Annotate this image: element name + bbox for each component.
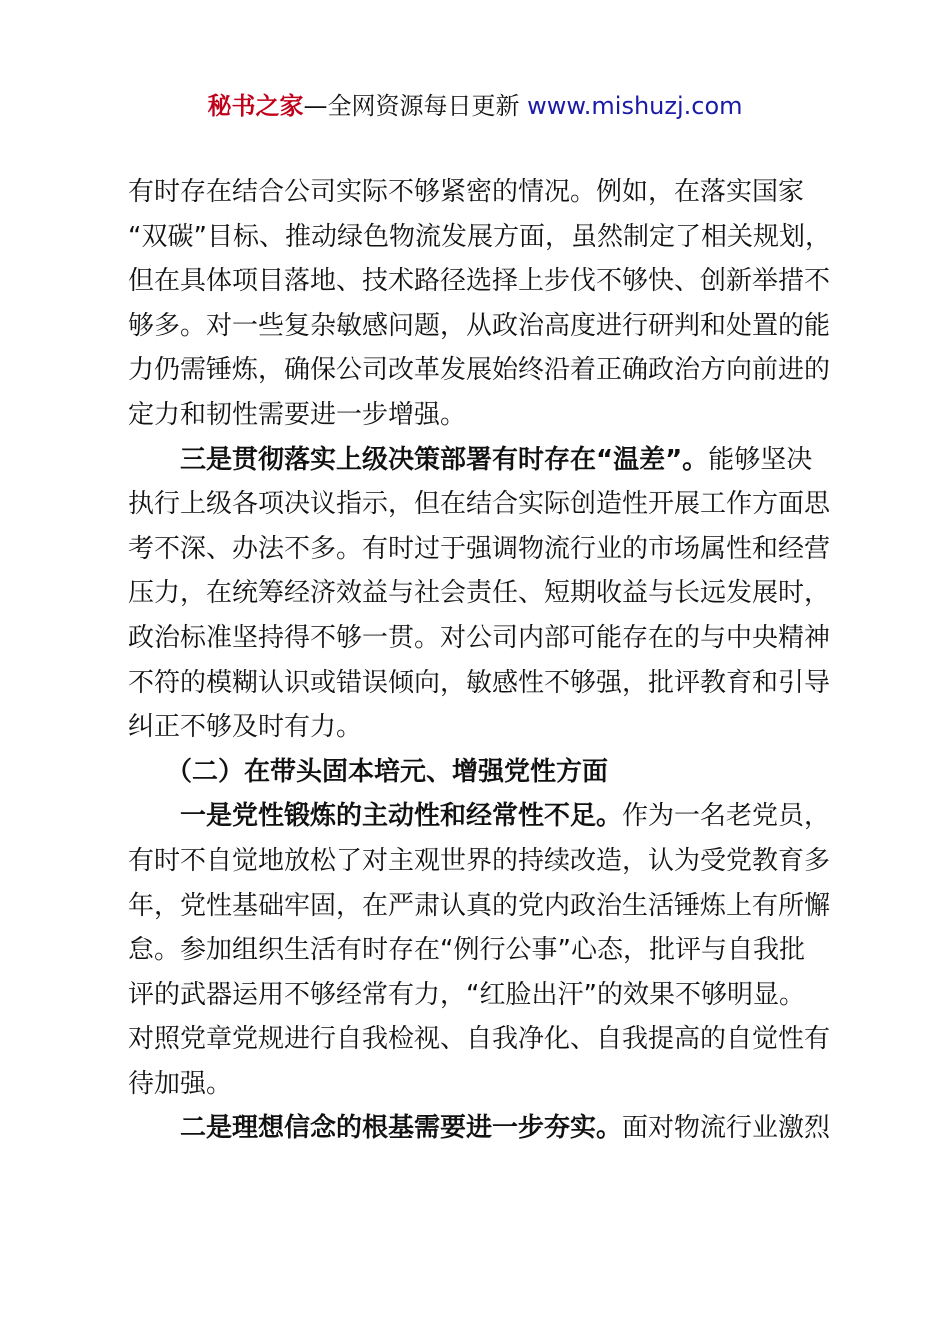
brand-name: 秘书之家 bbox=[207, 92, 304, 120]
text-line: 年，党性基础牢固，在严肃认真的党内政治生活锤炼上有所懈 bbox=[128, 890, 831, 921]
text-line: 不符的模糊认识或错误倾向，敏感性不够强，批评教育和引导 bbox=[128, 667, 831, 698]
paragraph-lead-heading: 三是贯彻落实上级决策部署有时存在“温差”。 bbox=[180, 444, 709, 475]
text-line: 待加强。 bbox=[128, 1068, 233, 1099]
lead-line-text: 面对物流行业激烈 bbox=[622, 1113, 831, 1144]
paragraph-2 bbox=[128, 438, 840, 750]
paragraph-lead-heading: 一是党性锻炼的主动性和经常性不足。 bbox=[180, 801, 623, 832]
paragraph-first-line bbox=[128, 1106, 840, 1151]
header-tagline: —全网资源每日更新 bbox=[303, 92, 528, 120]
paragraph-4 bbox=[128, 1106, 840, 1151]
site-header bbox=[0, 86, 950, 126]
text-line: 考不深、办法不多。有时过于强调物流行业的市场属性和经营 bbox=[128, 533, 831, 564]
paragraph-3 bbox=[128, 794, 840, 1106]
lead-line-text: 作为一名老党员， bbox=[622, 801, 831, 832]
text-line: 怠。参加组织生活有时存在“例行公事”心态，批评与自我批 bbox=[128, 935, 805, 966]
text-line: 但在具体项目落地、技术路径选择上步伐不够快、创新举措不 bbox=[128, 266, 831, 297]
text-line: 执行上级各项决议指示，但在结合实际创造性开展工作方面思 bbox=[128, 489, 831, 520]
text-line: 纠正不够及时有力。 bbox=[128, 712, 363, 743]
text-line: 压力，在统筹经济效益与社会责任、短期收益与长远发展时， bbox=[128, 578, 831, 609]
paragraph-lead-heading: 二是理想信念的根基需要进一步夯实。 bbox=[180, 1113, 623, 1144]
section-heading: （二）在带头固本培元、增强党性方面 bbox=[166, 756, 609, 787]
text-line: 定力和韧性需要进一步增强。 bbox=[128, 399, 467, 430]
paragraph-first-line bbox=[128, 438, 840, 483]
lead-line-text: 能够坚决 bbox=[708, 444, 813, 475]
text-line: 有时不自觉地放松了对主观世界的持续改造，认为受党教育多 bbox=[128, 845, 831, 876]
text-line: 对照党章党规进行自我检视、自我净化、自我提高的自觉性有 bbox=[128, 1024, 831, 1055]
text-line: 有时存在结合公司实际不够紧密的情况。例如，在落实国家 bbox=[128, 177, 805, 207]
text-line: 政治标准坚持得不够一贯。对公司内部可能存在的与中央精神 bbox=[128, 622, 831, 653]
text-line: 够多。对一些复杂敏感问题，从政治高度进行研判和处置的能 bbox=[128, 310, 831, 341]
document-body bbox=[128, 170, 840, 1151]
text-line: 力仍需锤炼，确保公司改革发展始终沿着正确政治方向前进的 bbox=[128, 355, 831, 386]
text-line: 评的武器运用不够经常有力，“红脸出汗”的效果不够明显。 bbox=[128, 979, 805, 1010]
text-line: “双碳”目标、推动绿色物流发展方面，虽然制定了相关规划， bbox=[128, 221, 831, 252]
paragraph-first-line bbox=[128, 794, 840, 839]
site-url-link[interactable]: www.mishuzj.com bbox=[527, 92, 743, 120]
paragraph-1 bbox=[128, 170, 840, 438]
